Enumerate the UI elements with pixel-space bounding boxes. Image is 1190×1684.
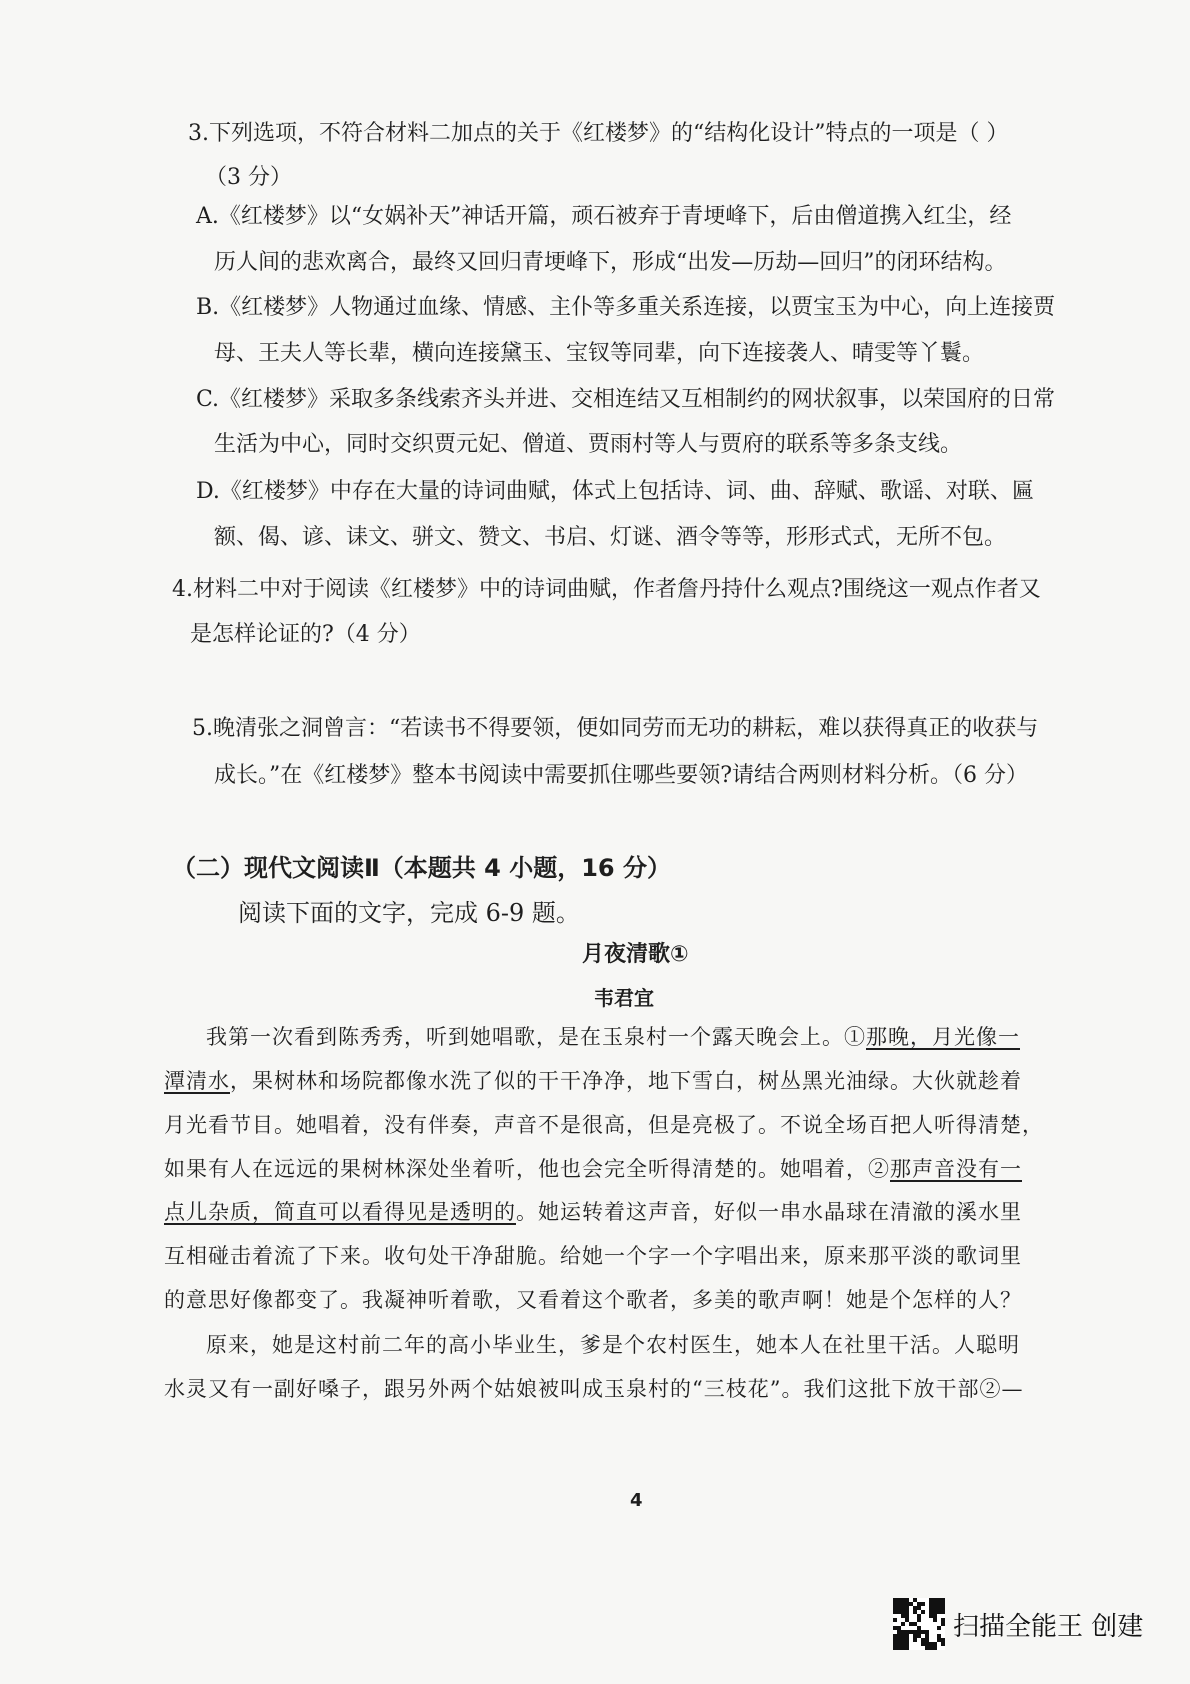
q3-option-a-line1: A.《红楼梦》以“女娲补天”神话开篇，顽石被弃于青埂峰下，后由僧道携入红尘，经 (196, 204, 1012, 229)
q3-option-b-line1: B.《红楼梦》人物通过血缘、情感、主仆等多重关系连接，以贾宝玉为中心，向上连接贾 (196, 295, 1056, 320)
q5-line1: 5.晚清张之洞曾言：“若读书不得要领，便如同劳而无功的耕耘，难以获得真正的收获与 (192, 716, 1039, 741)
scanner-watermark: 扫描全能王 创建 (953, 1612, 1144, 1642)
essay-title: 月夜清歌① (582, 942, 689, 967)
qr-code-icon (893, 1598, 945, 1650)
q4-line2: 是怎样论证的?（4 分） (190, 622, 421, 647)
essay-author: 韦君宜 (594, 986, 654, 1010)
q4-line1: 4.材料二中对于阅读《红楼梦》中的诗词曲赋，作者詹丹持什么观点?围绕这一观点作者又 (172, 577, 1041, 602)
q3-option-a-line2: 历人间的悲欢离合，最终又回归青埂峰下，形成“出发—历劫—回归”的闭环结构。 (214, 250, 1007, 275)
q3-option-d-line1: D.《红楼梦》中存在大量的诗词曲赋，体式上包括诗、词、曲、辞赋、歌谣、对联、匾 (196, 479, 1034, 504)
essay-p2-line1: 原来，她是这村前二年的高小毕业生，爹是个农村医生，她本人在社里干活。人聪明 (206, 1333, 1020, 1357)
underlined-sentence-1-cont: 潭清水 (164, 1069, 230, 1093)
underlined-sentence-2-cont: 点儿杂质，简直可以看得见是透明的 (164, 1200, 516, 1224)
section-heading: （二）现代文阅读Ⅱ（本题共 4 小题，16 分） (172, 854, 671, 882)
q5-line2: 成长。”在《红楼梦》整本书阅读中需要抓住哪些要领?请结合两则材料分析。（6 分） (214, 763, 1029, 788)
essay-p1-line2: 潭清水，果树林和场院都像水洗了似的干干净净，地下雪白，树丛黑光油绿。大伙就趁着 (164, 1069, 1022, 1093)
q3-option-c-line1: C.《红楼梦》采取多条线索齐头并进、交相连结又互相制约的网状叙事，以荣国府的日常 (196, 387, 1056, 412)
underlined-sentence-2: 那声音没有一 (890, 1157, 1022, 1181)
q3-option-d-line2: 额、偈、谚、诔文、骈文、赞文、书启、灯谜、酒令等等，形形式式，无所不包。 (214, 525, 1007, 550)
essay-p1-line5: 点儿杂质，简直可以看得见是透明的。她运转着这声音，好似一串水晶球在清澈的溪水里 (164, 1200, 1022, 1224)
essay-p1-line4: 如果有人在远远的果树林深处坐着听，他也会完全听得清楚的。她唱着，②那声音没有一 (164, 1157, 1022, 1181)
q3-option-c-line2: 生活为中心，同时交织贾元妃、僧道、贾雨村等人与贾府的联系等多条支线。 (214, 432, 963, 457)
q3-option-b-line2: 母、王夫人等长辈，横向连接黛玉、宝钗等同辈，向下连接袭人、晴雯等丫鬟。 (214, 341, 985, 366)
essay-p1-line6: 互相碰击着流了下来。收句处干净甜脆。给她一个字一个字唱出来，原来那平淡的歌词里 (164, 1244, 1022, 1268)
essay-p1-line1: 我第一次看到陈秀秀，听到她唱歌，是在玉泉村一个露天晚会上。①那晚，月光像一 (206, 1025, 1020, 1049)
essay-p2-line2: 水灵又有一副好嗓子，跟另外两个姑娘被叫成玉泉村的“三枝花”。我们这批下放干部②— (164, 1377, 1024, 1401)
essay-p1-line7: 的意思好像都变了。我凝神听着歌，又看着这个歌者，多美的歌声啊！她是个怎样的人？ (164, 1288, 1022, 1312)
section-instruction: 阅读下面的文字，完成 6-9 题。 (238, 899, 580, 927)
underlined-sentence-1: 那晚，月光像一 (866, 1025, 1020, 1049)
page-number: 4 (630, 1490, 643, 1511)
essay-p1-line3: 月光看节目。她唱着，没有伴奏，声音不是很高，但是亮极了。不说全场百把人听得清楚， (164, 1113, 1044, 1137)
q3-stem-line1: 3.下列选项，不符合材料二加点的关于《红楼梦》的“结构化设计”特点的一项是（ ） (188, 121, 1009, 146)
q3-score: （3 分） (205, 165, 292, 190)
